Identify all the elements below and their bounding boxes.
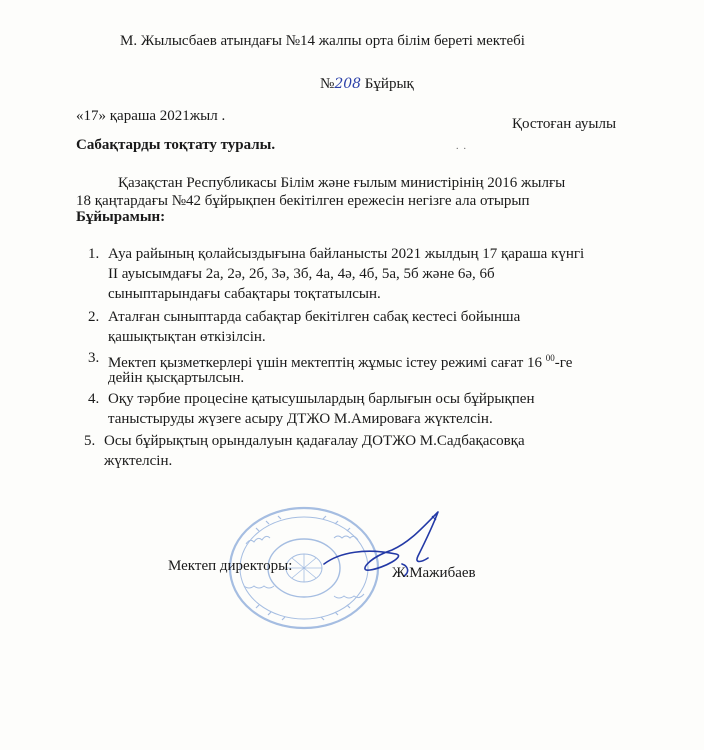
director-name: Ж.Мажибаев [392,565,476,581]
item-number: 3. [88,350,100,366]
order-title [320,76,414,93]
item-number: 1. [88,246,100,262]
village-name: Қостоған ауылы [512,116,617,132]
command-word: Бұйырамын: [76,209,166,225]
item-number: 4. [88,391,100,407]
item-line: сыныптарындағы сабақтары тоқтатылсын. [108,286,381,302]
director-title: Мектеп директоры: [168,558,293,574]
order-number: 208 [334,76,362,92]
item-line: Оқу тәрбие процесіне қатысушылардың барлығын осы бұйрықпен [108,391,535,407]
item-number: 2. [88,309,100,325]
order-date: «17» қараша 2021жыл . [76,108,226,124]
item-line: дейін қысқартылсын. [108,370,245,386]
scan-dots: . . [456,141,466,152]
time-suffix: -ге [554,355,573,371]
item-line: Ауа райының қолайсыздығына байланысты 2021 жылдың 17 қараша күнгі [108,246,585,262]
time-minutes: 00 [545,353,555,363]
school-name: М. Жылысбаев атындағы №14 жалпы орта білім береті мектебі [120,33,525,49]
preamble-line-1: Қазақстан Республикасы Білім және ғылым министірінің 2016 жылғы [118,175,566,191]
item-line: жүктелсін. [104,453,173,469]
order-word: Бұйрық [364,76,414,92]
item-number: 5. [84,433,96,449]
item-line: Аталған сыныптарда сабақтар бекітілген сабақ кестесі бойынша [108,309,521,325]
item-line: қашықтықтан өткізілсін. [108,329,266,345]
order-subject: Сабақтарды тоқтату туралы. [76,137,276,153]
item-line: таныстыруды жүзеге асыру ДТЖО М.Амироваға жүктелсін. [108,411,493,427]
item-line: Осы бұйрықтың орындалуын қадағалау ДОТЖО М.Садбақасовқа [104,433,525,449]
preamble-line-2: 18 қаңтардағы №42 бұйрықпен бекітілген ережесін негізге ала отырып [76,193,530,209]
item-line: ІІ ауысымдағы 2а, 2ә, 2б, 3ә, 3б, 4а, 4ә, 4б, 5а, 5б және 6ә, 6б [108,266,495,282]
order-prefix: № [320,76,335,92]
item-line: Мектеп қызметкерлері үшін мектептің жұмыс істеу режимі сағат 16 [108,355,543,371]
